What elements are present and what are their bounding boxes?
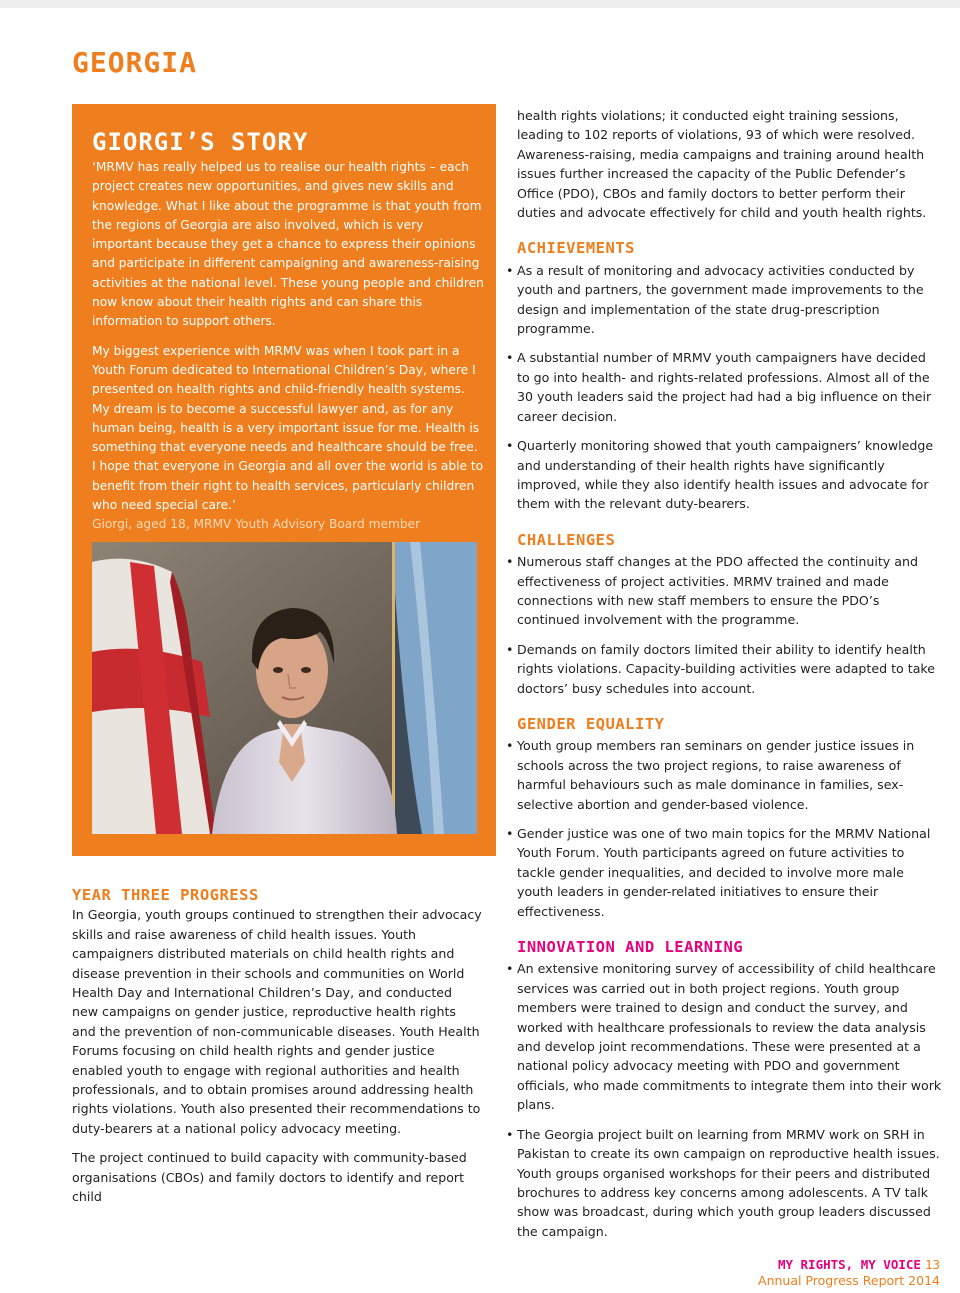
progress-paragraph-1: In Georgia, youth groups continued to strengthen their advocacy skills and raise awareness of child health issues. Youth campaigners distributed materials on child health rights and disease prevention in their schools and communities on World Health Day and International Children’s Day, and conducted new campaigns on gender justice, reproductive health rights and the prevention of non-communicable diseases. Youth Health Forums focusing on child health rights and gender justice enabled youth to engage with regional authorities and health professionals, and to obtain promises around addressing health rights violations. Youth also presented their recommendations to duty-bearers at a national policy advocacy meeting. (72, 907, 482, 1136)
section-gender-equality (506, 715, 942, 921)
innovation-learning-list (506, 959, 942, 1241)
section-innovation-learning (506, 938, 942, 1241)
year-three-progress (72, 886, 482, 1207)
story-heading: GIORGI’S STORY (92, 128, 309, 156)
list-item: • The Georgia project built on learning from MRMV work on SRH in Pakistan to create its own campaign on reproductive health issues. Youth groups organised workshops for their peers and distributed brochures to address key concerns among adolescents. A TV talk show was broadcast, during which youth group leaders discussed the campaign. (506, 1125, 942, 1241)
challenges-list (506, 552, 942, 698)
page-number: 13 (924, 1257, 940, 1272)
gender-equality-list (506, 736, 942, 921)
list-item: • Youth group members ran seminars on gender justice issues in schools across the two project regions, to raise awareness of harmful behaviours such as male dominance in families, sex-selective abortion and gender-based violence. (506, 736, 942, 814)
story-quote (92, 158, 484, 535)
right-column (506, 106, 942, 1258)
footer-brand: MY RIGHTS, MY VOICE (777, 1257, 921, 1272)
story-box (72, 104, 496, 856)
portrait-photo-illustration (92, 542, 477, 834)
page-title: GEORGIA (72, 46, 198, 79)
progress-paragraph-2: The project continued to build capacity with community-based organisations (CBOs) and family doctors to identify and report child (72, 1150, 467, 1205)
list-item: • Gender justice was one of two main topics for the MRMV National Youth Forum. Youth participants agreed on future activities to tackle gender inequalities, and decided to involve more male youth leaders in gender-related initiatives to ensure their effectiveness. (506, 824, 942, 921)
list-item: • Numerous staff changes at the PDO affected the continuity and effectiveness of project activities. MRMV trained and made connections with new staff members to ensure the PDO’s continued involvement with the programme. (506, 552, 942, 630)
story-paragraph-1: ‘MRMV has really helped us to realise our health rights – each project creates new opportunities, and gives new skills and knowledge. What I like about the programme is that youth from the regions of Georgia are also involved, which is very important because they get a chance to express their opinions and participate in different campaigning and awareness-raising activities at the national level. These young people and children now know about their health rights and can share this information to support others. (92, 160, 484, 329)
list-item: • An extensive monitoring survey of accessibility of child healthcare services was carried out in both project regions. Youth group members were trained to design and conduct the survey, and worked with healthcare professionals to review the data analysis and develop joint recommendations. These were presented at a national policy advocacy meeting with PDO and government officials, who made commitments to integrate them into their work plans. (506, 959, 942, 1114)
section-challenges (506, 531, 942, 698)
story-paragraph-2 (92, 342, 484, 535)
story-paragraph-2-text: My biggest experience with MRMV was when I took part in a Youth Forum dedicated to International Children’s Day, where I presented on health rights and child-friendly health systems. My dream is to become a successful lawyer and, as for any human being, health is a very important issue for me. Health is something that everyone needs and healthcare should be free. I hope that everyone in Georgia and all over the world is able to benefit from their right to health services, particularly children who need special care.’ (92, 343, 484, 513)
section-achievements (506, 239, 942, 513)
portrait-photo (92, 542, 477, 834)
page-footer (758, 1256, 940, 1289)
top-rule (0, 0, 960, 8)
gender-equality-title: GENDER EQUALITY (517, 714, 665, 733)
list-item: • Demands on family doctors limited their ability to identify health rights violations. Capacity-building activities were adapted to take doctors’ busy schedules into account. (506, 640, 942, 698)
right-intro-paragraph: health rights violations; it conducted eight training sessions, leading to 102 reports of violations, 93 of which were resolved. Awareness-raising, media campaigns and training around health issues further increased the capacity of the Public Defender’s Office (PDO), CBOs and family doctors to better perform their duties and advocate effectively for child and youth health rights. (517, 108, 927, 221)
progress-title: YEAR THREE PROGRESS (72, 886, 259, 904)
achievements-list (506, 261, 942, 514)
list-item: • Quarterly monitoring showed that youth campaigners’ knowledge and understanding of their health rights have significantly improved, while they also identify health issues and advocate for them with the relevant duty-bearers. (506, 436, 942, 514)
challenges-title: CHALLENGES (517, 530, 616, 549)
story-attribution: Giorgi, aged 18, MRMV Youth Advisory Board member (92, 517, 421, 532)
footer-report-title: Annual Progress Report 2014 (758, 1273, 940, 1288)
achievements-title: ACHIEVEMENTS (517, 239, 635, 258)
innovation-learning-title: INNOVATION AND LEARNING (517, 938, 744, 957)
list-item: • As a result of monitoring and advocacy activities conducted by youth and partners, the government made improvements to the design and implementation of the state drug-prescription programme. (506, 261, 942, 339)
list-item: • A substantial number of MRMV youth campaigners have decided to go into health- and rights-related professions. Almost all of the 30 youth leaders said the project had had a big influence on their career decision. (506, 348, 942, 426)
